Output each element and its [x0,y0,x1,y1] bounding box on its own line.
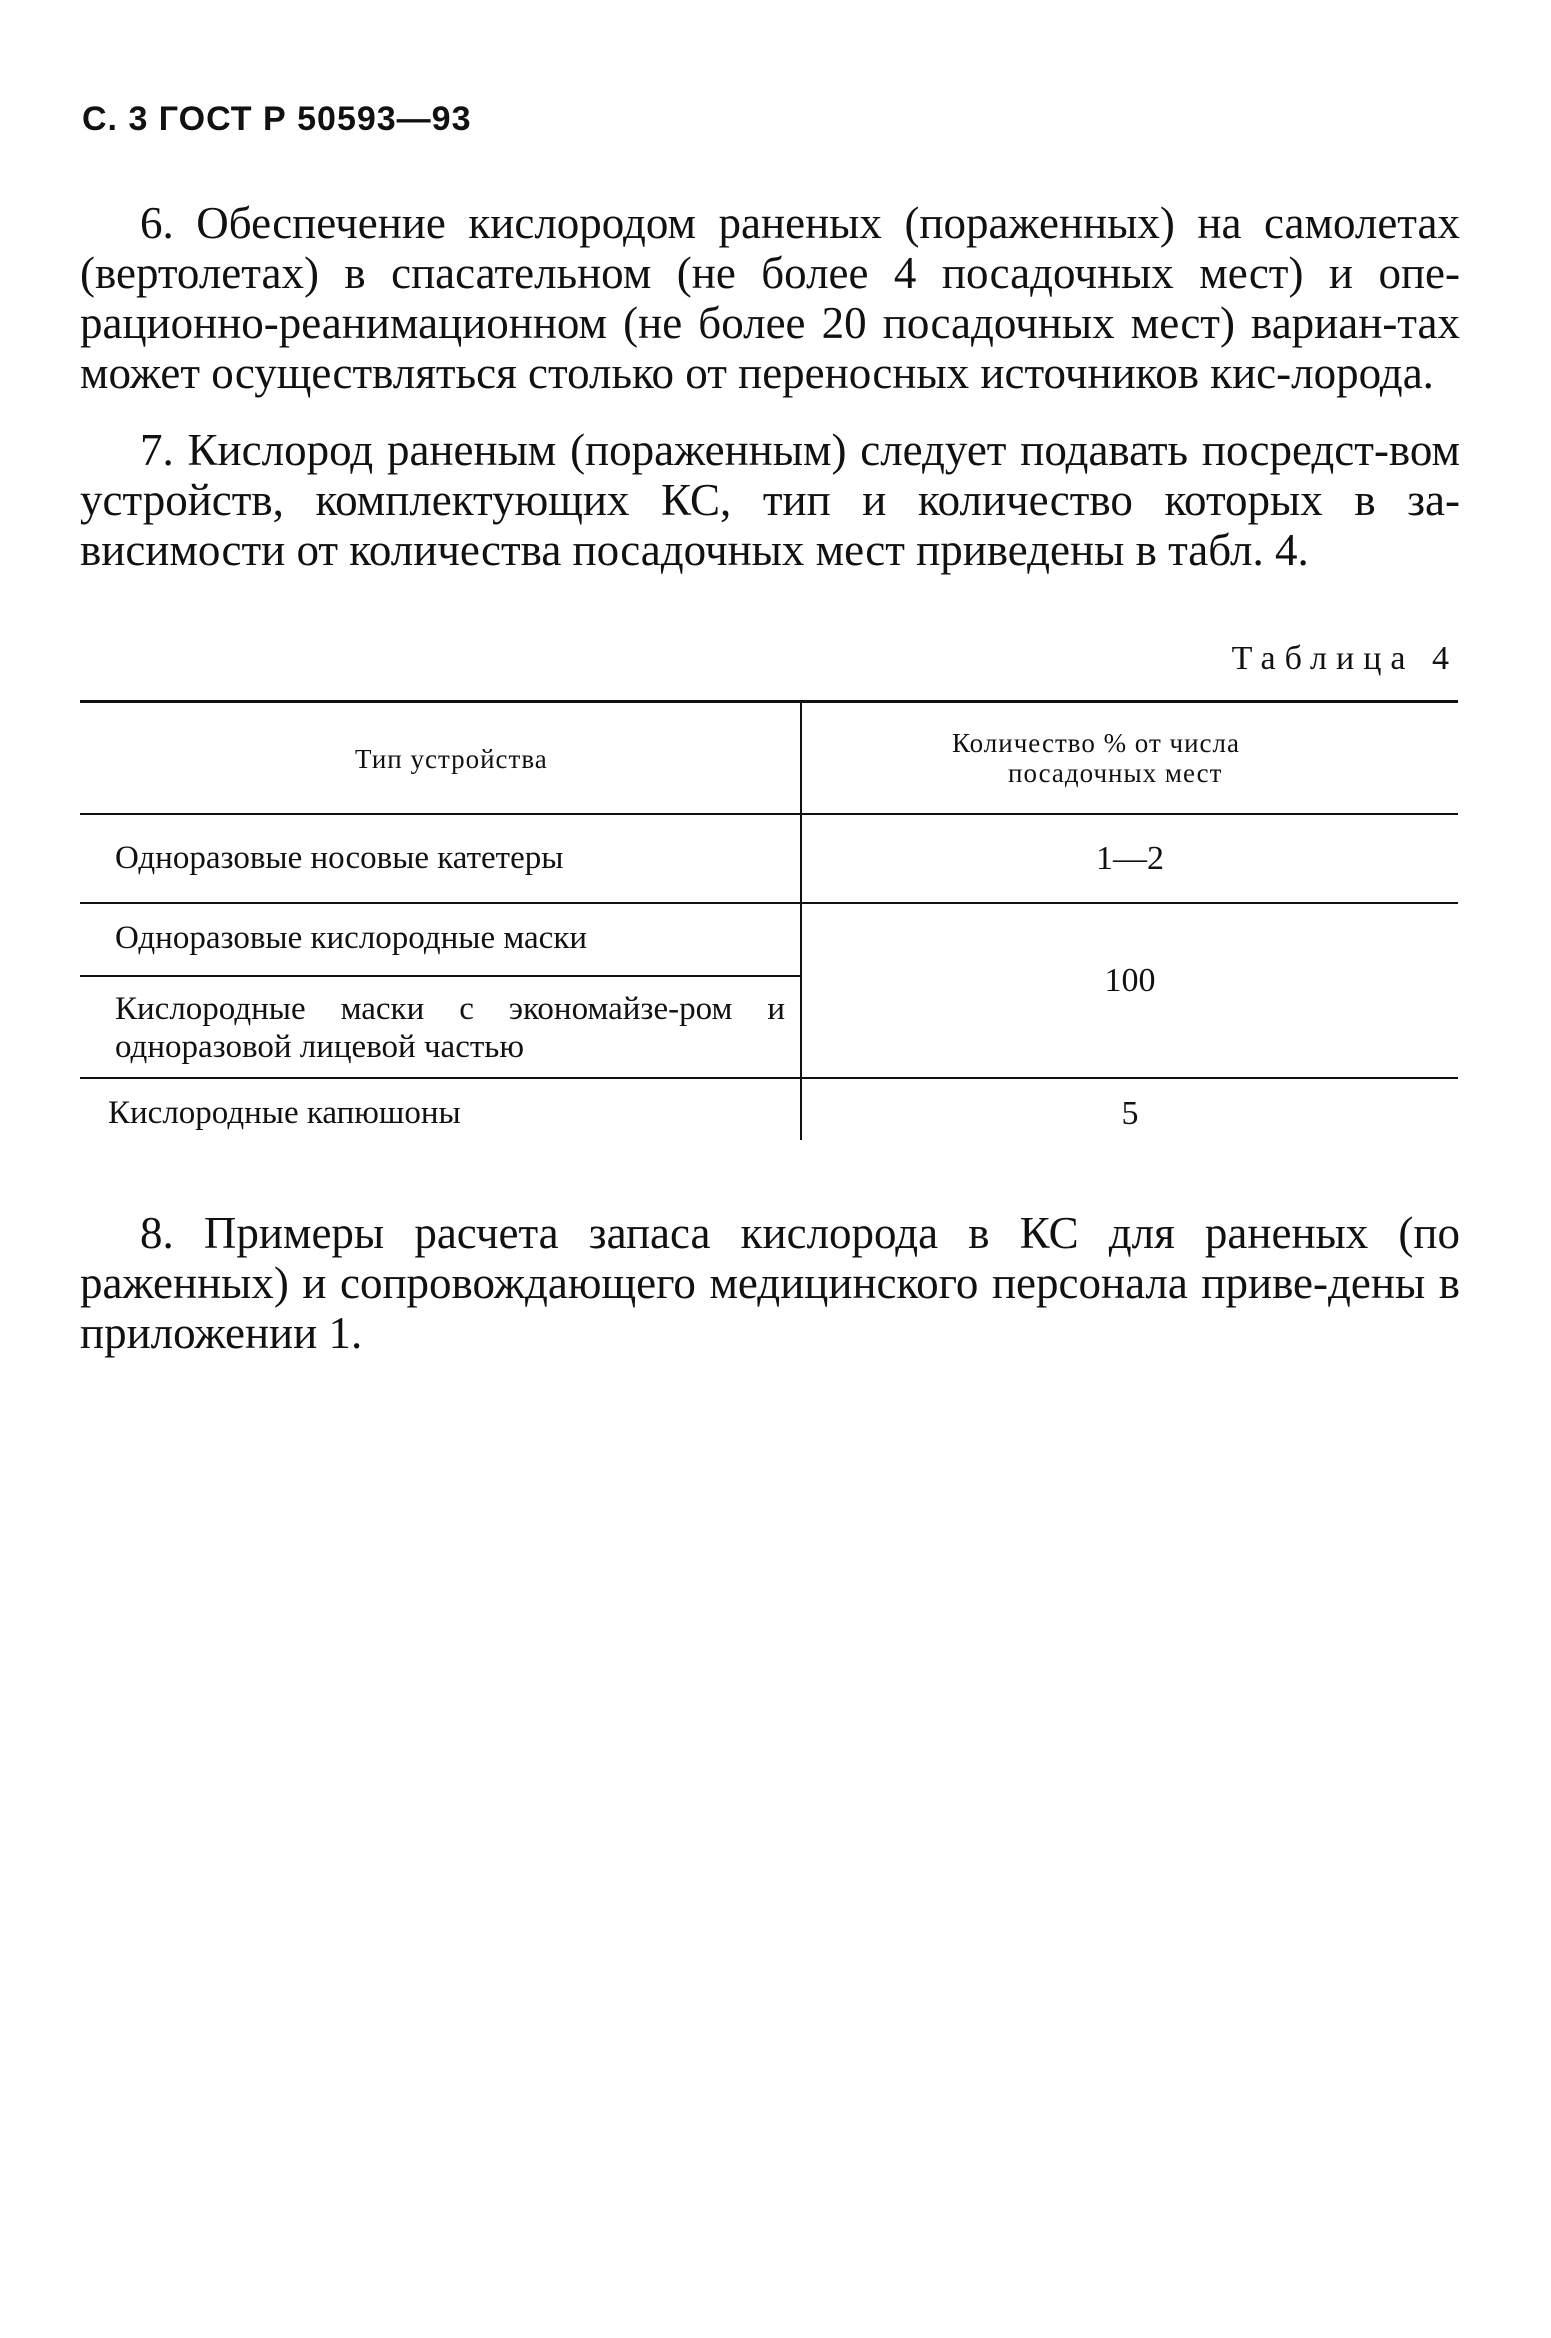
table-row-1-device: Одноразовые носовые катетеры [115,840,564,876]
header-device-type: Тип устройства [355,744,548,774]
table-row-2-device: Одноразовые кислородные маски [115,920,588,956]
table-row-2-3-value: 100 [1104,962,1156,999]
table-row-rule [80,1077,1458,1079]
table-row-rule [80,902,1458,904]
paragraph-6: 6. Обеспечение кислородом раненых (пораженных) на самолетах (вертолетах) в спасательном (не более 4 посадочных мест) и опе-рационно-реанимационном (не более 20 посадочных мест) вариан-тах может осуществляться столько от переносных источников кис-лорода. [80,198,1460,398]
table-4 [80,700,1458,1143]
table-column-divider [800,700,802,1140]
paragraph-8: 8. Примеры расчета запаса кислорода в КС для раненых (по раженных) и сопровождающего медицинского персонала приве-дены в приложении 1. [80,1208,1460,1358]
table-row-rule [80,975,800,977]
page-header: С. 3 ГОСТ Р 50593—93 [82,100,472,138]
table-header-rule [80,813,1458,815]
table-top-rule [80,700,1458,703]
header-quantity-line1: Количество % от числа [952,728,1240,758]
header-quantity-line2: посадочных мест [1008,758,1223,788]
table-row-4-value: 5 [1121,1095,1139,1132]
table-row-3-device: Кислородные маски с экономайзе-ром и одноразовой лицевой частью [115,991,785,1065]
table-row-4-device: Кислородные капюшоны [108,1095,461,1131]
table-caption: Таблица 4 [1231,640,1458,677]
paragraph-7: 7. Кислород раненым (пораженным) следует подавать посредст-вом устройств, комплектующих КС, тип и количество которых в за-висимости от количества посадочных мест приведены в табл. 4. [80,425,1460,575]
table-row-1-value: 1—2 [1096,840,1164,877]
